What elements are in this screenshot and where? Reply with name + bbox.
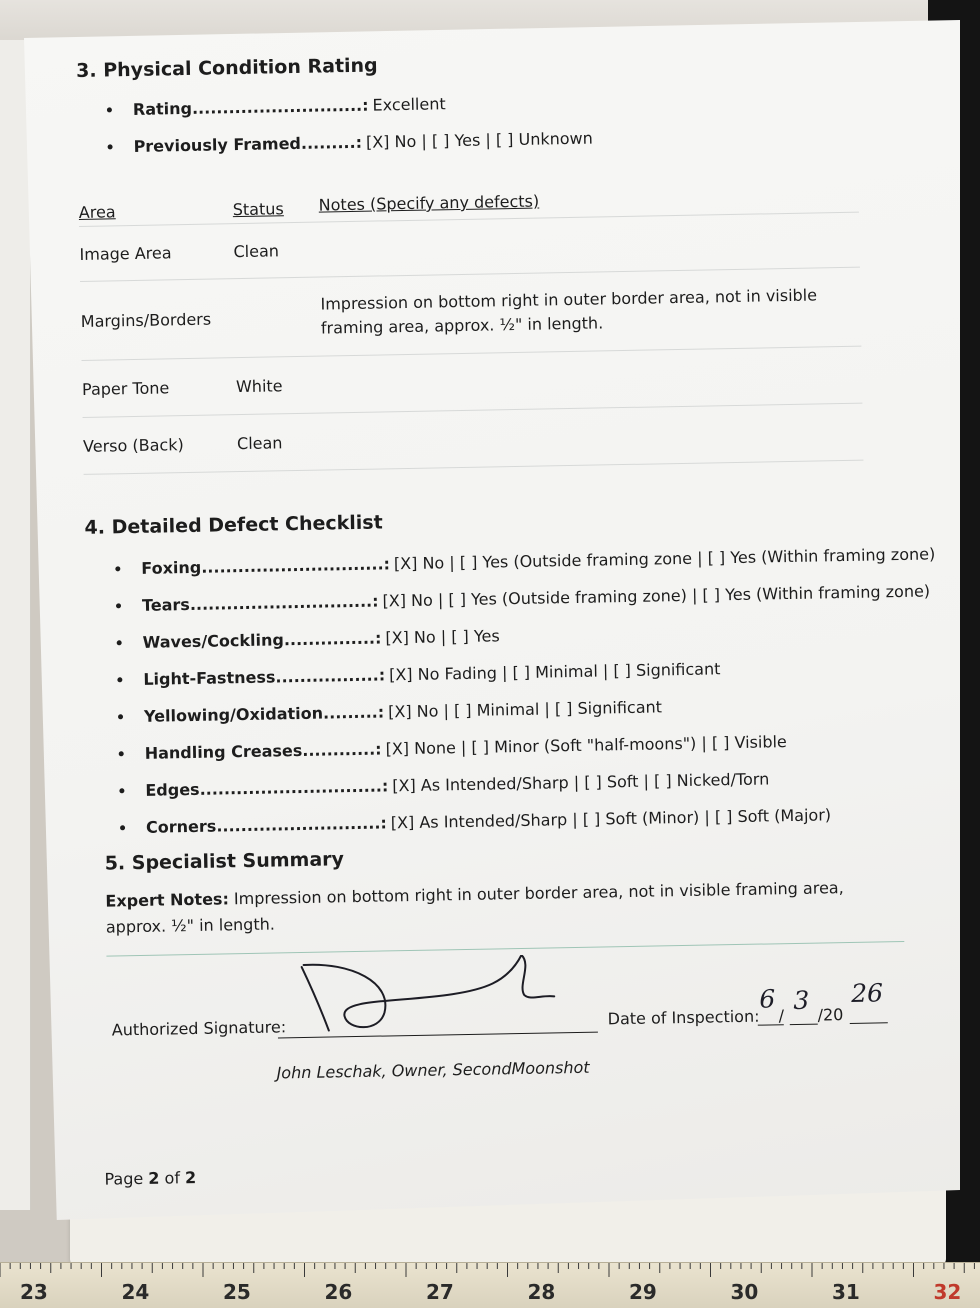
document-content [76,46,936,1189]
date-year-value: 26 [850,978,884,1008]
signature-row [107,948,885,1052]
expert-notes [105,874,896,941]
section-heading: 3. Physical Condition Rating [76,54,378,82]
condition-table [78,174,863,475]
ruler-number: 27 [426,1280,454,1304]
specialist-summary-section [91,838,885,1085]
ruler-number: 30 [730,1280,759,1304]
ruler-number: 32 [933,1280,962,1304]
status-cell: White [235,375,283,396]
previously-framed-value: [X] No | [ ] Yes | [ ] Unknown [365,128,593,152]
page-of: of [164,1168,181,1188]
defect-label: Light-Fastness.................: [143,665,386,689]
section-heading: 5. Specialist Summary [104,848,345,875]
defect-label: Yellowing/Oxidation.........: [143,702,385,726]
defect-value: [X] No Fading | [ ] Minimal | [ ] Significant [388,659,721,685]
ruler-number: 25 [223,1280,251,1304]
expert-notes-text: Impression on bottom right in outer border area, not in visible framing area, approx. ½" in length. [105,878,844,937]
handwritten-signature [292,953,593,1038]
defect-value: [X] No | [ ] Minimal | [ ] Significant [387,697,663,722]
area-cell: Verso (Back) [82,434,184,456]
column-header-area: Area [78,202,116,222]
notes-cell [320,240,860,250]
signer-name: John Leschak, Owner, SecondMoonshot [276,1057,590,1083]
page-current: 2 [148,1168,160,1188]
date-label: Date of Inspection: [607,1006,760,1029]
underlying-sheet [0,40,31,1210]
status-cell: Clean [233,240,280,261]
ruler-number: 28 [527,1280,556,1304]
defect-label: Corners...........................: [145,813,388,837]
ruler-number: 26 [324,1280,353,1304]
table-row [80,268,861,361]
defect-label: Tears..............................: [141,591,379,615]
ruler-number: 31 [832,1280,860,1304]
status-cell: Clean [236,432,283,453]
defect-value: [X] No | [ ] Yes (Outside framing zone | [ ] Yes (Within framing zone) [393,544,936,574]
defect-label: Waves/Cockling...............: [142,628,382,652]
notes-cell [323,432,863,442]
date-day-line [790,1023,818,1025]
area-cell: Paper Tone [81,377,170,399]
defect-value: [X] None | [ ] Minor (Soft "half-moons") | [ ] Visible [385,732,787,759]
status-cell [235,317,321,319]
previously-framed-label: Previously Framed.........: [133,132,363,156]
ruler-ticks [0,1263,980,1308]
defect-value: [X] No | [ ] Yes [385,626,500,648]
ruler-number: 23 [20,1280,48,1304]
physical-condition-section [76,46,873,475]
date-separator: / [778,1005,785,1026]
date-day-value: 3 [793,985,810,1015]
page-total: 2 [184,1167,197,1187]
defect-label: Foxing..............................: [141,554,391,578]
notes-cell: Impression on bottom right in outer border area, not in visible framing area, approx. ½" in length. [320,285,818,338]
measuring-ruler [0,1262,980,1308]
defect-label: Edges..............................: [145,776,389,800]
column-header-status: Status [232,199,284,220]
signature-label: Authorized Signature: [111,1017,287,1040]
date-month-value: 6 [759,984,776,1014]
rating-label: Rating............................: [132,95,369,119]
defect-label: Handling Creases............: [144,739,382,763]
area-cell: Image Area [79,242,172,264]
expert-notes-label: Expert Notes: [105,889,230,911]
defect-value: [X] As Intended/Sharp | [ ] Soft (Minor) | [ ] Soft (Major) [390,805,832,833]
defect-list [85,536,936,846]
page-prefix: Page [104,1168,144,1189]
rating-list [77,78,868,166]
date-century: /20 [817,1004,844,1025]
defect-checklist-section [84,502,936,846]
area-cell: Margins/Borders [80,309,212,331]
date-year-line [850,1022,888,1024]
ruler-number: 29 [629,1280,657,1304]
defect-value: [X] As Intended/Sharp | [ ] Soft | [ ] Nicked/Torn [392,769,770,796]
column-header-notes: Notes (Specify any defects) [318,191,540,215]
notes-cell [322,375,862,385]
defect-value: [X] No | [ ] Yes (Outside framing zone) | [ ] Yes (Within framing zone) [382,581,931,611]
ruler-number: 24 [121,1280,150,1304]
section-heading: 4. Detailed Defect Checklist [84,511,383,539]
rating-value: Excellent [372,94,446,115]
